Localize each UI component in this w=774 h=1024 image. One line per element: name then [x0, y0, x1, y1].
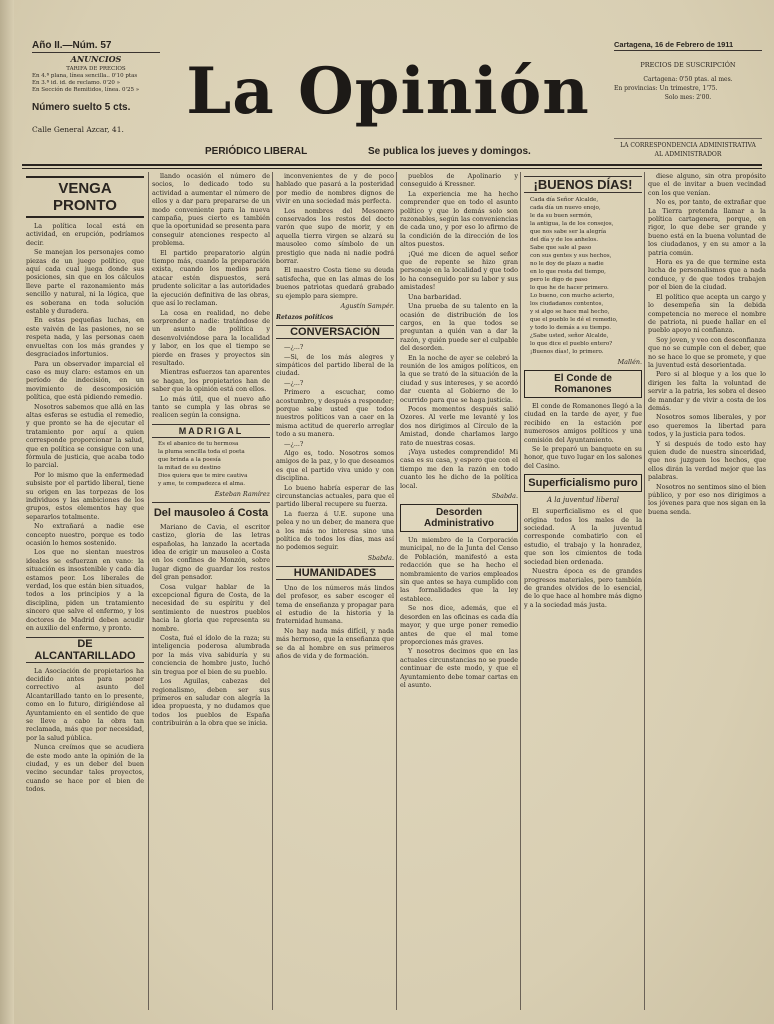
header-rule-thin [22, 168, 762, 169]
article-title: Superficialismo puro [524, 474, 642, 492]
paragraph: En estas pequeñas luchas, en este vaivén de las pasiones, no se respeta nada, y las personas caen envueltas con los más grandes y desgraciados infortunios. [26, 316, 144, 359]
paragraph: Mariano de Cavia, el escritor castizo, gloria de las letras españolas, ha lanzado la acertada idea de erigir un mausoleo a Costa en los confines de Monzón, sobre lugar digno de guardar los restos del gran pensador. [152, 522, 270, 582]
paragraph: Uno de los números más lindos del profesor, es saber escoger el tema de enseñanza y propagar para el estudio de la historia y la fraternidad humana. [276, 583, 394, 626]
paragraph: Un miembro de la Corporación municipal, no de la Junta del Censo de Población, manifestó a esta redacción que se ha hecho el nombramiento de varios empleados sin que antes se haya cumplido con las formalidades que la ley establece. [400, 536, 518, 603]
paragraph: Primero a escuchar, como acostumbro, y después a responder; porque sabe usted que todos nuestros políticos van a caer en la misma actitud de quererlo arreglar todo a su manera. [276, 388, 394, 439]
paragraph: —¿...? [284, 378, 304, 387]
signature: Sbabda. [491, 492, 518, 501]
header-right [614, 40, 762, 159]
address: Calle General Azcar, 41. [32, 125, 124, 134]
verse: en lo que resta del tiempo, [530, 269, 606, 275]
paragraph: Se nos dice, además, que el desorden en las oficinas es cada día mayor, y que urge poner remedio antes de que el mal tome proporciones más graves. [400, 604, 518, 646]
poem-title: ¡BUENOS DÍAS! [524, 176, 642, 193]
paragraph: Pero si al bloque y a los que lo dirigen les falta la voluntad de servir a la patria, les sobra el deseo de mandar y de vivir a costa de los demás. [648, 370, 766, 412]
paragraph: La experiencia me ha hecho comprender que en todo el asunto político y que lo demás solo son razonables, según las conveniencias de cada uno, y por eso lo afirmo de la condición de la dirección de los altos puestos. [400, 189, 518, 249]
paragraph: pueblos de Apolinario y conseguido á Kressner. [400, 172, 518, 189]
poem-title: MADRIGAL [152, 424, 270, 438]
paragraph: Para un observador imparcial el caso es muy claro: estamos en un período de indecisión, en un movimiento de descomposición política, que está pidiendo remedio. [26, 359, 144, 402]
verse: y todo lo demás a su tiempo. [530, 325, 612, 331]
column-divider [396, 172, 397, 1010]
verse: que brinda a la poesía [158, 456, 221, 463]
verse: Cada día Señor Alcalde, [530, 197, 599, 203]
column-5 [524, 172, 642, 1010]
correspondence-line: AL ADMINISTRADOR [654, 151, 722, 158]
column-divider [272, 172, 273, 1010]
verse: le da su buen sermón, [530, 213, 593, 219]
paragraph: Por lo mismo que la enfermedad subsiste por el partido liberal, tiene su origen en las torpezas de los individuos y las ambiciones de los grupos, estos elementos hay que separarlos totalmente. [26, 470, 144, 521]
paragraph: El partido preparatorio algún tiempo más, cuando la preparación exista, cuando los medios para atacar estén dispuestos, será prudente solicitar a las autoridades la ejecución definitiva de las obras, que así lo reclaman. [152, 248, 270, 308]
verse: los ciudadanos contentos, [530, 301, 604, 307]
paragraph: El político que acepta un cargo y lo desempeña sin la debida competencia no merece el nombre de patriota, ni puede hallar en el pueblo apoyo ni confianza. [648, 292, 766, 335]
paragraph: Nosotros sabemos que allá en las altas esferas se estudia el remedio, y que pronto se ha de ejecutar el tratamiento por aquí a quien corresponde proporcionar la salud, que en política se consigue con una fórmula de justicia, que acaba todo lo parcial. [26, 402, 144, 470]
verse: con sus gentes y sus hechos, [530, 253, 612, 259]
paragraph: No es, por tanto, de extrañar que La Tierra pretenda llamar a la política cartagenera, porque, en rigor, lo que debe ser grande y bueno está en la buena voluntad de los ciudadanos, y en su amor a la patria común. [648, 198, 766, 257]
paragraph: diese alguno, sin otra propósito que el de invitar a buen vecindad con los que venían. [648, 172, 766, 197]
paragraph: En la noche de ayer se celebró la reunión de los amigos políticos, en la que se trató de la situación de la ciudad y sus intereses, y se acordó dar cuenta al Gobierno de lo ocurrido para que se haga justicia. [400, 353, 518, 404]
paragraph: Se manejan los personajes como piezas de un juego político, que aquí cada cual juega donde sus posiciones, sin que en los cálculos lleve parte el razonamiento más sencillo y natural, ni la lógica, que es soberana en toda solución estable y duradera. [26, 248, 144, 316]
paragraph: Pocos momentos después salió Ozores. Al verle me levanté y los dos nos dirigimos al Círculo de la Amistad, donde charlamos largo rato de nuestras cosas. [400, 404, 518, 447]
paragraph: La cosa en realidad, no debe sorprender a nadie: tratándose de un asunto de política y desenvolviéndose para la localidad y labor, en los que el tiempo se pierde en frases y proyectos sin resultado. [152, 308, 270, 367]
paragraph: Cosa vulgar hablar de la excepcional figura de Costa, de la necesidad de su espíritu y del sentimiento de nuestros pueblos hacia la gloria que representa su nombre. [152, 582, 270, 633]
column-1 [26, 172, 144, 1010]
verse: Dios quiera que te mire cautiva [158, 472, 248, 479]
article-title: Desorden Administrativo [400, 504, 518, 532]
paragraph: Y si después de todo esto hay quien dude de nuestra sinceridad, que nos juzguen los hechos, que ellos dirán la verdad mejor que las palabras. [648, 439, 766, 482]
paragraph: —¿...? [284, 439, 304, 448]
article-title: HUMANIDADES [276, 566, 394, 580]
column-divider [520, 172, 521, 1010]
paragraph: —Si, de los más alegres y simpáticos del partido liberal de la ciudad. [276, 352, 394, 378]
paragraph: Nosotros somos liberales, y por eso queremos la libertad para todos, y la justicia para todos. [648, 413, 766, 439]
paragraph: Y nosotros decimos que en las actuales circunstancias no se puede continuar de este modo, y que el Ayuntamiento debe tomar cartas en el asunto. [400, 647, 518, 689]
paragraph: ¡Qué me dicen de aquel señor que de repente se hizo gran personaje en la localidad y que todo lo ha conseguido por su labor y sus amistades! [400, 249, 518, 292]
subscription-prices [614, 75, 762, 102]
paragraph: inconvenientes de y de poco hablado que pasará a la posteridad por medio de nombres dignos de vivir en una sociedad más perfecta. [276, 172, 394, 206]
paragraph: ¡Vaya ustedes comprendido! Mi casa es su casa, y espero que con el tiempo me den la razón en todo cuanto les he dicho de la política local. [400, 448, 518, 490]
column-divider [148, 172, 149, 1010]
price-line: Solo mes: 2'00. [664, 94, 712, 101]
subscription-title: PRECIOS DE SUSCRIPCIÓN [640, 61, 736, 69]
page-edge [0, 0, 14, 1024]
paragraph: El conde de Romanones llegó a la ciudad en la tarde de ayer, y fue recibido en la estación por numerosos amigos políticos y una comisión del Ayuntamiento. [524, 402, 642, 444]
paragraph: Se le preparó un banquete en su honor, que tuvo lugar en los salones del Casino. [524, 445, 642, 470]
verse: la antigua, la de los consejos, [530, 221, 614, 227]
anuncios-title: ANUNCIOS [70, 54, 122, 64]
article-title: VENGA PRONTO [26, 176, 144, 218]
price-line: Cartagena: 0'50 ptas. al mes. [643, 76, 733, 83]
signature: Mallén. [617, 358, 642, 366]
header-left [32, 40, 160, 134]
paragraph: La política local está en actividad, en erupción, podríamos decir. [26, 222, 144, 247]
paragraph: Los que no sientan nuestros ideales se esfuerzan en vano: la situación es insostenible y cada día estamos peor. Los liberales de verdad, los que están bien situados, todos a los principios y a la disciplina, piden un tratamiento sincero que salve el enfermo, y los doctores de Madrid deben acudir en auxilio del enfermo, y pronto. [26, 548, 144, 633]
ad-rates [32, 66, 160, 94]
verse: y si algo se hace mal hecho, [530, 309, 610, 315]
correspondence-note [614, 138, 762, 159]
paragraph: Una barbaridad. [408, 292, 462, 301]
paragraph: Nosotros no sentimos sino el bien público, y por eso nos dirigimos a los jóvenes para que nos sigan en la buena senda. [648, 482, 766, 516]
verse: lo que dice el pueblo entero? [530, 341, 613, 347]
verse: la pluma sencilla toda el poeta [158, 448, 245, 455]
paragraph: Los Aguilas, cabezas del regionalismo, deben ser sus primeros en saludar con alegría la idea propuesta, y no dudamos que todos los pueblos de España contribuirán a la obra que se inicia. [152, 677, 270, 728]
paragraph: Soy joven, y veo con desconfianza que no se cumple con el deber, que no se hace lo que se promete, y que la juventud está desorientada. [648, 335, 766, 369]
rate-line: En 4.ª plana, línea sencilla.. 0'10 ptas [32, 73, 138, 79]
verse: y ame, te compadezca el alma. [158, 480, 246, 487]
article-subtitle: A la juventud liberal [546, 496, 620, 505]
divider [152, 502, 270, 503]
signature: Agustín Sampér. [340, 302, 394, 311]
verse: no le doy de plazo a nadie [530, 261, 604, 267]
paragraph: Lo bueno habría esperar de las circunstancias actuales, para que el partido liberal recupere su fuerza. [276, 483, 394, 509]
paragraph: Nuestra época es de grandes progresos materiales, pero también de grandes olvidos de lo esencial, de lo que hace al hombre más digno y a la sociedad más justa. [524, 567, 642, 609]
paragraph: —¿...? [284, 343, 304, 352]
verse: que el pueblo le dé el remedio, [530, 317, 618, 323]
column-divider [644, 172, 645, 1010]
issue-date: Cartagena, 16 de Febrero de 1911 [614, 40, 762, 51]
paragraph: La Asociación de propietarios ha decidido antes para poner correctivo al asunto del Alcantarillado tanto en lo presente, como en lo futuro, dirigiéndose al Ayuntamiento en el sentido de que se lleve a cabo la obra tan reclamada, más que por necesidad, por la salud pública. [26, 666, 144, 742]
header-rule [22, 164, 762, 166]
masthead: La Opinión [186, 54, 590, 129]
column-2 [152, 172, 270, 1010]
paragraph: El maestro Costa tiene su deuda satisfecha, que en las almas de los buenos patriotas quedará grabado su ejemplo para siempre. [276, 266, 394, 300]
paragraph: Mientras esfuerzos tan aparentes se hagan, los propietarios han de saber que la opinión está con ellos. [152, 368, 270, 394]
verse: ¡Buenos días!, lo primero. [530, 349, 604, 355]
article-title: CONVERSACIÓN [276, 325, 394, 339]
verse: Lo bueno, con mucho acierto, [530, 293, 615, 299]
verse: que nos sabe ser la alegría [530, 229, 607, 235]
article-title: Del mausoleo á Costa [153, 506, 269, 519]
price-line: En provincias: Un trimestre, 1'75. [614, 85, 718, 92]
verse: cada día un nuevo enojo, [530, 205, 601, 211]
verse: pero le digo de paso [530, 277, 588, 283]
column-3 [276, 172, 394, 1010]
verse: la mitad de su destino [158, 464, 221, 471]
article-title: DE ALCANTARILLADO [26, 637, 144, 663]
paragraph: Nunca creímos que se acudiera de este modo ante la opinión de la ciudad, y es un deber del buen vecino secundar tales proyectos, cuando se hace por el bien de todos. [26, 743, 144, 794]
rate-line: En 3.ª id. id. de reclamo. 0'20 » [32, 80, 121, 86]
issue-number: Año II.—Núm. 57 [32, 40, 160, 53]
verse: ¿Sabe usted, señor Alcalde, [530, 333, 609, 339]
paragraph: La fuerza á U.E. supone una pelea y no un deber, de manera que a los más no interesa sino una política de todos los días, mas así no podemos seguir. [276, 509, 394, 552]
verse: Sabe que sale al paso [530, 245, 592, 251]
verse: Es el abanico de tu hermosa [158, 440, 239, 447]
subtitle: PERIÓDICO LIBERAL [205, 146, 308, 157]
section-label: Retazos políticos [276, 314, 334, 322]
paragraph: El superficialismo es el que origina todos los males de la sociedad. A la juventud corresponde combatirlo con el estudio, el trabajo y la honradez, que son los cimientos de toda sociedad bien ordenada. [524, 507, 642, 566]
publication-schedule: Se publica los jueves y domingos. [368, 146, 531, 157]
paragraph: Una prueba de su talento en la ocasión de distribución de los cargos, en la que todos se preguntan a quién van a dar la razón, y quién puede ser el culpable del desorden. [400, 302, 518, 353]
paragraph: No extrañará a nadie ese concepto nuestro, porque es todo ocasión lo hemos sostenido. [26, 522, 144, 548]
rate-line: TARIFA DE PRECIOS [66, 66, 126, 72]
paragraph: Costa, fué el ídolo de la raza; su inteligencia poderosa alumbrada por la más viva sabiduría y su conciencia de hombre justo, luchó sin tregua por el bien de su pueblo. [152, 634, 270, 676]
correspondence-line: LA CORRESPONDENCIA ADMINISTRATIVA [620, 142, 756, 149]
article-title: El Conde de Romanones [524, 370, 642, 398]
signature: Esteban Ramírez [214, 489, 270, 498]
rate-line: En Sección de Remitidos, línea. 0'25 » [32, 87, 140, 93]
signature: Sbabda. [367, 553, 394, 562]
paragraph: Los nombres del Mesonero conservados los restos del docto varón que supo de morir, y en aquella tierra virgen se alzará su mausoleo como símbolo de un prestigio que nada ni nadie podrá borrar. [276, 206, 394, 266]
verse: lo que he de hacer primero. [530, 285, 609, 291]
paragraph: Lo más útil, que el nuevo año tanto se cumpla y las obras se realicen según la consigna. [152, 394, 270, 420]
verse: del día y de los anhelos. [530, 237, 599, 243]
paragraph: Algo es, todo. Nosotros somos amigos de la paz, y lo que deseamos es que el partido viva unido y con disciplina. [276, 448, 394, 483]
column-6 [648, 172, 766, 1010]
paragraph: llando ocasión el número de socios, lo dedicado todo su actividad a aumentar el número de ellos y a dar para prepararse de un modo conveniente para la nueva campaña, pues cierto es también que la oportunidad se presenta para conseguir atenciones respecto al problema. [152, 172, 270, 248]
column-4 [400, 172, 518, 1010]
single-issue-price: Número suelto 5 cts. [32, 102, 131, 113]
paragraph: Hora es ya de que termine esta lucha de personalismos que a nada conduce, y de que todos trabajen por el bien de la ciudad. [648, 258, 766, 292]
paragraph: No hay nada más difícil, y nada más hermoso, que la enseñanza que se da al hombre en sus primeros años de vida y de formación. [276, 626, 394, 661]
